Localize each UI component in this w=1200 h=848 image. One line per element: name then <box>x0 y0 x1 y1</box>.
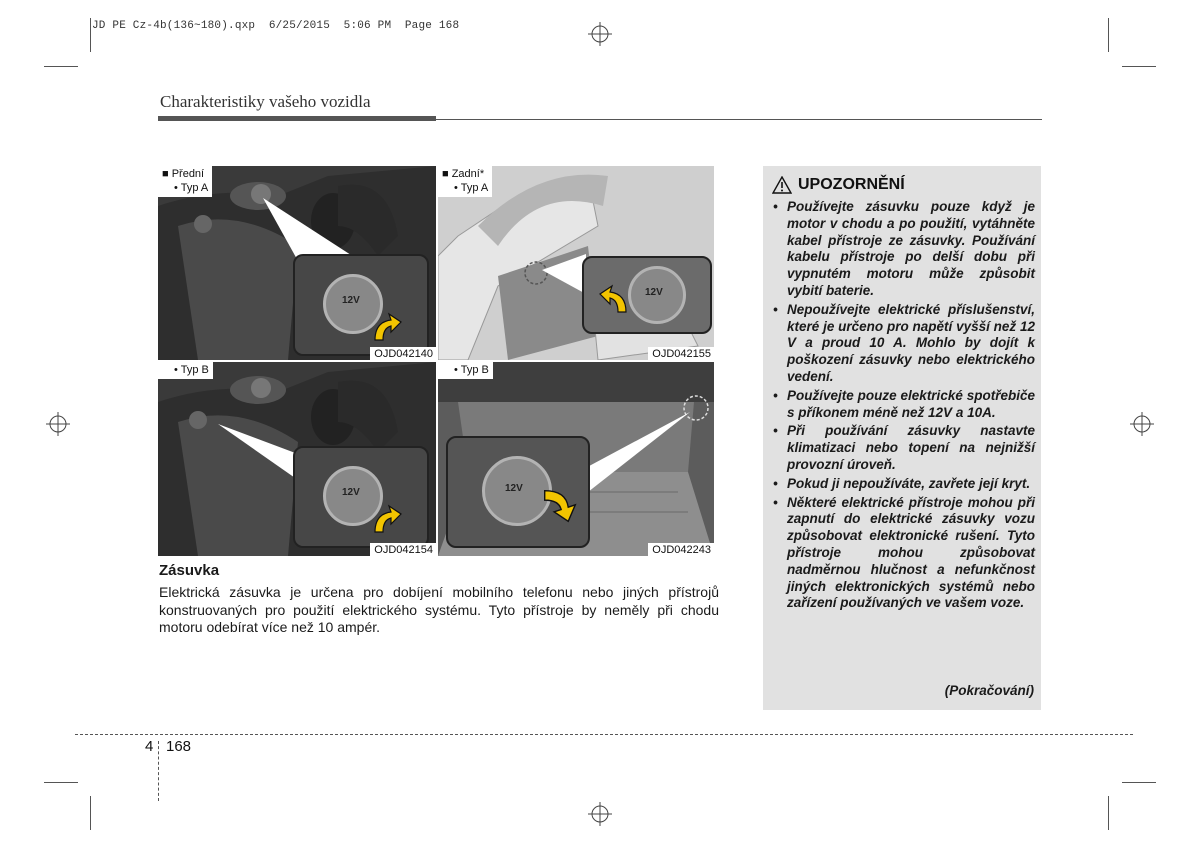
subheading: Zásuvka <box>159 562 220 579</box>
figure-label-line: • Typ B <box>454 364 489 376</box>
crop-mark <box>1122 782 1156 783</box>
registration-mark-icon <box>1130 412 1154 436</box>
open-arrow-icon <box>540 486 580 526</box>
title-rule <box>436 119 1042 120</box>
warning-triangle-icon <box>772 176 792 194</box>
figure-label-line: ■ Přední <box>162 168 205 180</box>
figure-code: OJD042154 <box>370 543 436 556</box>
title-bar <box>158 116 436 121</box>
figure-label-line: ■ Zadní* <box>442 168 485 180</box>
socket-label: 12V <box>505 483 523 494</box>
section-title: Charakteristiky vašeho vozidla <box>160 92 371 111</box>
registration-mark-icon <box>46 412 70 436</box>
crop-mark <box>44 782 78 783</box>
chapter-number: 4 <box>145 738 154 755</box>
figure-code: OJD042243 <box>648 543 714 556</box>
figure-inset <box>446 436 590 548</box>
figure-label-line: • Typ B <box>174 364 209 376</box>
figure-label <box>438 166 492 197</box>
power-socket <box>628 266 686 324</box>
warning-continued: (Pokračování) <box>944 683 1034 698</box>
figure-code: OJD042155 <box>648 347 714 360</box>
figure-front-type-a <box>158 166 436 360</box>
socket-label: 12V <box>342 487 360 498</box>
warning-item: • Při používání zásuvky nastavte klimatizaci nebo topení na nejnižší provozní úroveň. <box>773 423 1035 473</box>
warning-title <box>798 176 905 194</box>
warning-item: • Nepoužívejte elektrické příslušenství, které je určeno pro napětí vyšší než 12 V a proud 10 A. Mohlo by dojít k poškození zásuvky nebo elektrického vedení. <box>773 302 1035 386</box>
footer-rule <box>75 734 1133 735</box>
warning-item: • Pokud ji nepoužíváte, zavřete její kryt. <box>773 476 1035 493</box>
socket-label: 12V <box>342 295 360 306</box>
figure-label <box>158 166 212 197</box>
open-arrow-icon <box>596 282 630 316</box>
warning-list <box>773 199 1035 614</box>
figure-rear-type-a <box>438 166 714 360</box>
body-paragraph: Elektrická zásuvka je určena pro dobíjení mobilního telefonu nebo jiných přístrojů konstruovaných pro použití elektrického systému. Tyto přístroje by neměly při chodu motoru odebírat více než 10 ampér. <box>159 584 719 635</box>
figure-label <box>158 362 213 379</box>
figure-label-line: • Typ A <box>454 182 489 194</box>
registration-mark-icon <box>588 802 612 826</box>
figure-inset <box>293 254 429 356</box>
warning-item: • Některé elektrické přístroje mohou při zapnutí do elektrické zásuvky vozu způsobovat elektronické rušení. Tyto přístroje mohou způsobovat nadměrnou hlučnost a nefunkčnost jiných elektronických systémů nebo zařízení používaných ve vašem voze. <box>773 495 1035 613</box>
warning-item: • Používejte pouze elektrické spotřebiče s příkonem méně než 12V a 10A. <box>773 388 1035 422</box>
registration-mark-icon <box>588 22 612 46</box>
figure-inset <box>293 446 429 548</box>
footer-separator <box>158 741 160 801</box>
figure-front-type-b <box>158 362 436 556</box>
figure-inset <box>582 256 712 334</box>
warning-title-text: UPOZORNĚNÍ <box>798 176 905 193</box>
figure-label-line: • Typ A <box>174 182 209 194</box>
crop-mark <box>1108 18 1109 52</box>
crop-mark <box>1108 796 1109 830</box>
open-arrow-icon <box>371 502 405 536</box>
page-number: 168 <box>166 738 192 755</box>
crop-mark <box>90 796 91 830</box>
warning-item: • Používejte zásuvku pouze když je motor v chodu a po použití, vytáhněte kabel přístroje ze zásuvky. Používání kabelu přístroje po delší dobu při vypnutém motoru může způsobit vybití baterie. <box>773 199 1035 300</box>
crop-mark <box>44 66 78 67</box>
figure-code: OJD042140 <box>370 347 436 360</box>
open-arrow-icon <box>371 310 405 344</box>
socket-label: 12V <box>645 287 663 298</box>
crop-mark <box>90 18 91 52</box>
figure-rear-type-b <box>438 362 714 556</box>
crop-mark <box>1122 66 1156 67</box>
print-header: JD PE Cz-4b(136~180).qxp 6/25/2015 5:06 PM Page 168 <box>92 20 460 32</box>
figure-label <box>438 362 493 379</box>
